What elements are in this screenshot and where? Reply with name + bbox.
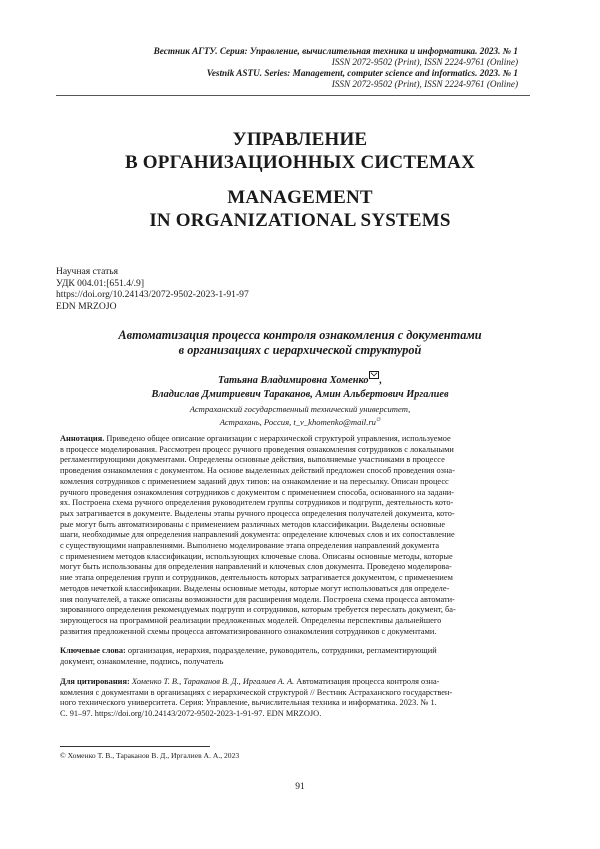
doi-link[interactable]: https://doi.org/10.24143/2072-9502-2023-1-91-97 bbox=[56, 289, 249, 300]
affiliation: Астраханский государственный технический университет, Астрахань, Россия, t_v_khomenko@mail.ru⧉ bbox=[189, 404, 411, 427]
udc: УДК 004.01:[651.4/.9] bbox=[56, 277, 145, 289]
ru-issn-line: ISSN 2072-9502 (Print), ISSN 2224-9761 (Online) bbox=[331, 57, 518, 67]
ru-journal-line: Вестник АГТУ. Серия: Управление, вычислительная техника и информатика. 2023. № 1 bbox=[153, 46, 518, 56]
copyright-footnote: © Хоменко Т. В., Тараканов В. Д., Иргалиев А. А., 2023 bbox=[60, 751, 240, 760]
section-title-ru: УПРАВЛЕНИЕ В ОРГАНИЗАЦИОННЫХ СИСТЕМАХ bbox=[124, 129, 476, 173]
edn: EDN MRZOJO bbox=[56, 300, 117, 312]
keywords: Ключевые слова: организация, иерархия, подразделение, руководитель, сотрудники, регламентирующий документ, ознакомление, подпись, получатель bbox=[60, 646, 437, 666]
abstract-label: Аннотация. bbox=[60, 434, 105, 443]
authors-2-3: Владислав Дмитриевич Тараканов, Амин Альбертович Иргалиев bbox=[151, 389, 449, 400]
footnote-rule bbox=[60, 746, 210, 747]
affiliation-city-email[interactable]: Астрахань, Россия, t_v_khomenko@mail.ru bbox=[219, 417, 376, 427]
authors: Татьяна Владимировна Хоменко , Владислав Дмитриевич Тараканов, Амин Альбертович Иргалиев bbox=[60, 371, 540, 402]
envelope-icon bbox=[369, 371, 379, 379]
article-type: Научная статья bbox=[56, 266, 119, 277]
page-number: 91 bbox=[295, 782, 305, 792]
journal-header bbox=[154, 46, 518, 90]
section-title-en: MANAGEMENT IN ORGANIZATIONAL SYSTEMS bbox=[149, 187, 451, 231]
link-icon: ⧉ bbox=[375, 417, 381, 423]
article-meta bbox=[56, 266, 249, 312]
citation: Для цитирования: Хоменко Т. В., Тараканов В. Д., Иргалиев А. А. Автоматизация процесса контроля озна- комления с документами в организациях с иерархической структурой // Вестник Астраханского государствен- ного технического университета. Серия: Управление, вычислительная техника и информатика. 2023. № 1. С. 91–97. https://doi.org/10.24143/2072-9502-2023-1-91-97. EDN MRZOJO. bbox=[60, 677, 453, 719]
en-issn-line: ISSN 2072-9502 (Print), ISSN 2224-9761 (Online) bbox=[331, 79, 518, 89]
citation-label: Для цитирования: bbox=[60, 677, 130, 686]
abstract: Аннотация. Приведено общее описание организации с иерархической структурой управления, используемое в процессе моделирования. Рассмотрен процесс ручного проведения ознакомления сотрудников с локальными регламентирующими документами. Определены основные действия, выполняемые участниками в процессе проведения ознакомления с документом. На основе выделенных действий предложен способ проведения озна- комления сотрудников с применением заданий двух типов: на ознакомление и на пересылку. Описан процесс ручного проведения ознакомления сотрудников с документом с применением способа, основанного на задани- ях. Построена схема ручного определения руководителем группы сотрудников и подгрупп, деятельность кото- рых затрагивается в документе. Выделены этапы ручного процесса определения получателей документа, кото- рые могут быть автоматизированы с применением различных методов классификации. Выделены основные шаги, необходимые для определения направлений документа: определение ключевых слов и их сопоставление с существующими направлениями. Выполнено моделирование этапа определения направлений документа с применением методов классификации, использующих ключевые слова. Описаны основные методы, которые могут быть использованы для определения направлений и ключевых слов документа. Проведено моделирова- ние этапа определения групп и сотрудников, деятельность которых затрагивается документом, с применением методов нечеткой классификации. Выделены основные методы, которые могут использоваться для определе- ния получателей, а также описаны возможности для расширения модели. Построена схема процесса автомати- зированного определения рекомендуемых подгрупп и сотрудников, которым требуется переслать документ, ба- зирующегося на программной реализации предложенных моделей. Определены перспективы дальнейшего развития предложенной схемы процесса автоматизированного ознакомления сотрудников с документами. bbox=[60, 434, 456, 636]
article-title: Автоматизация процесса контроля ознакомления с документами в организациях с иерархической структурой bbox=[118, 328, 482, 357]
en-journal-line: Vestnik ASTU. Series: Management, computer science and informatics. 2023. № 1 bbox=[206, 68, 518, 78]
author-1: Татьяна Владимировна Хоменко bbox=[217, 375, 369, 386]
keywords-label: Ключевые слова: bbox=[60, 646, 126, 655]
header-rule bbox=[56, 95, 530, 96]
